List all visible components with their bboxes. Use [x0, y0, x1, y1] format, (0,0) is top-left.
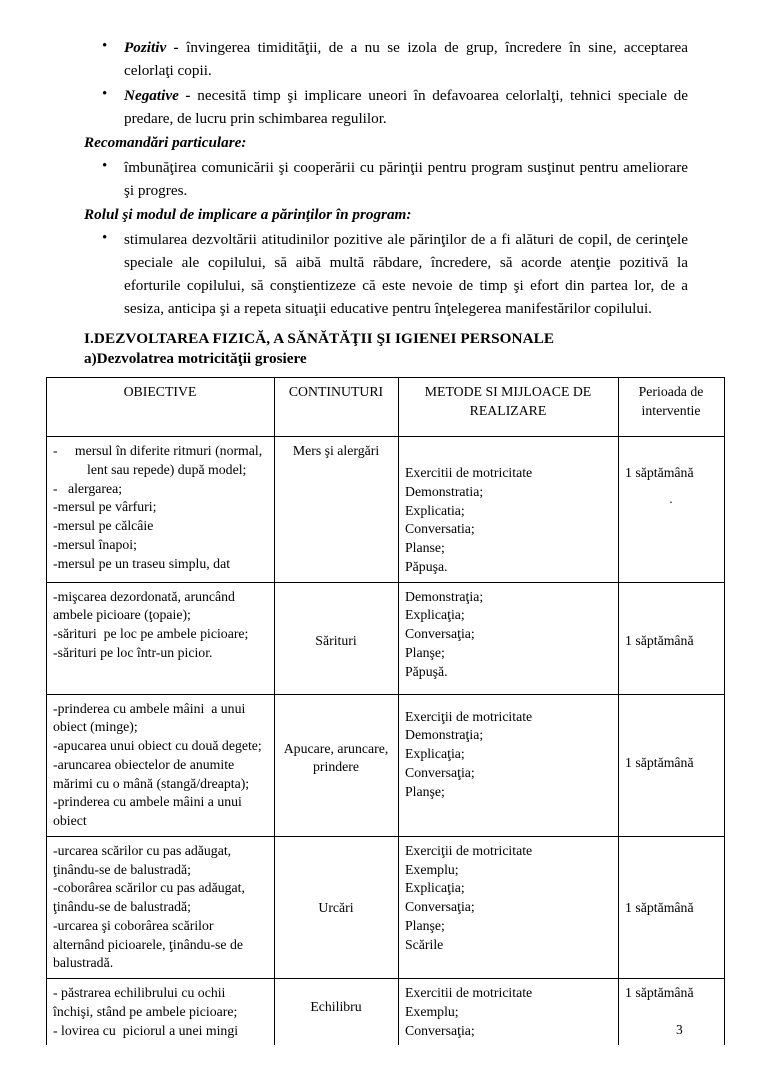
cell-perioada [619, 437, 725, 583]
section-heading [84, 329, 704, 369]
period-value: 1 săptămână [625, 899, 694, 915]
cell-metode [399, 437, 619, 583]
method-line: Planse; [405, 540, 445, 555]
method-line: Planşe; [405, 644, 445, 660]
column-header-continuturi: CONTINUTURI [275, 378, 399, 437]
bullet-lead: Pozitiv - [124, 39, 179, 56]
table-row [47, 582, 725, 694]
cell-perioada [619, 694, 725, 836]
method-line: Demonstratia; [405, 483, 484, 499]
cell-perioada [619, 836, 725, 978]
objective-line: -sărituri pe loc pe ambele picioare; [53, 626, 249, 641]
cell-continuturi: Echilibru [275, 979, 399, 1046]
method-line: Exemplu; [405, 861, 459, 877]
period-value: 1 săptămână [625, 754, 694, 770]
intro-bullet-list [84, 36, 688, 130]
objective-line: -mersul pe călcâie [53, 518, 154, 533]
table-header [47, 378, 725, 437]
bullet-text: învingerea timidităţii, de a nu se izola de grup, încredere în sine, acceptarea celorlaţi copii. [124, 39, 688, 80]
list-item [84, 36, 688, 82]
method-line: Explicaţia; [405, 746, 465, 761]
method-line: Demonstraţia; [405, 588, 484, 604]
bullet-text: îmbunăţirea comunicării şi cooperării cu părinţii pentru program susţinut pentru ameliorare şi progres. [124, 159, 688, 200]
method-line: Conversaţia; [405, 899, 475, 914]
objective-line: - păstrarea echilibrului cu ochii închişi, stând pe ambele picioare; [53, 985, 238, 1019]
cell-continuturi: Apucare, aruncare, prindere [275, 694, 399, 836]
objective-line: -sărituri pe loc într-un picior. [53, 644, 213, 660]
page-number: 3 [676, 1022, 683, 1037]
method-line: Exerciţii de motricitate [405, 708, 533, 724]
objective-line: -aruncarea obiectelor de anumite mărimi cu o mână (stangă/dreapta); [53, 756, 250, 791]
method-line: Scările [405, 936, 444, 952]
method-line: Planşe; [405, 783, 445, 799]
period-value: 1 săptămână [625, 632, 694, 648]
cell-obiective [47, 582, 275, 694]
column-header-perioada: Perioada de interventie [619, 378, 725, 437]
bullet-text: necesită timp şi implicare uneori în defavoarea celorlalţi, tehnici speciale de predare, de lucru prin schimbarea regulilor. [124, 87, 688, 128]
method-line: Planşe; [405, 917, 445, 933]
table-body [47, 437, 725, 1046]
cell-obiective [47, 836, 275, 978]
cell-obiective [47, 979, 275, 1046]
cell-perioada [619, 979, 725, 1046]
objective-line: - alergarea; [53, 480, 123, 496]
list-item [84, 84, 688, 130]
method-line: Exerciţii de motricitate [405, 842, 533, 858]
method-line: Păpuşă. [405, 663, 448, 679]
cell-continuturi: Urcări [275, 836, 399, 978]
cell-obiective [47, 694, 275, 836]
list-item [84, 156, 688, 202]
period-value: 1 săptămână [625, 465, 694, 480]
objective-line: -urcarea scărilor cu pas adăugat, ţinându-se de balustradă; [53, 842, 235, 877]
objective-line: -prinderea cu ambele mâini a unui obiect [53, 794, 246, 828]
objective-line: -mersul pe vârfuri; [53, 499, 157, 515]
method-line: Exercitii de motricitate [405, 985, 533, 1000]
method-line: Explicatia; [405, 502, 465, 518]
cell-obiective [47, 437, 275, 583]
objective-line: -prinderea cu ambele mâini a unui obiect (minge); [53, 700, 249, 735]
cell-metode [399, 582, 619, 694]
table-row [47, 979, 725, 1046]
bullet-lead: Negative - [124, 87, 191, 105]
table-row [47, 694, 725, 836]
subheading-rolul: Rolul şi modul de implicare a părinţilor în program: [84, 206, 412, 224]
table-header-row [47, 378, 725, 437]
bullet-text: stimularea dezvoltării atitudinilor pozitive ale părinţilor de a fi alături de copil, de cerinţele speciale ale copilului, să aibă multă răbdare, încredere, să acorde atenţie pozitivă la eforturile copilului, să conştientizeze că este nevoie de timp şi efort din partea lor, de a sesiza, anticipa şi a repeta situaţii educative pentru înţelegerea manifestărilor copilului. [124, 231, 688, 318]
period-extra-mark: . [669, 490, 673, 506]
method-line: Conversatia; [405, 521, 475, 537]
objective-line: -mersul pe un traseu simplu, dat [53, 555, 231, 571]
objective-line: - lovirea cu piciorul a unei mingi [53, 1022, 239, 1038]
column-header-metode: METODE SI MIJLOACE DE REALIZARE [399, 378, 619, 437]
method-line: Explicaţia; [405, 880, 465, 896]
rolul-bullet-list [84, 228, 688, 320]
objective-line: -mersul înapoi; [53, 536, 137, 552]
method-line: Explicaţia; [405, 607, 465, 623]
plan-table [46, 377, 725, 1045]
page-title: I.DEZVOLTAREA FIZICĂ, A SĂNĂTĂŢII ŞI IGIENEI PERSONALE [84, 330, 555, 347]
objective-line: -apucarea unui obiect cu două degete; [53, 738, 262, 753]
objective-line: -urcarea şi coborârea scărilor alternând picioarele, ţinându-se de balustradă. [53, 917, 247, 971]
objective-line: -mişcarea dezordonată, aruncând ambele picioare (ţopaie); [53, 588, 239, 623]
method-line: Conversaţia; [405, 764, 475, 780]
column-header-obiective: OBIECTIVE [47, 378, 275, 437]
cell-metode [399, 979, 619, 1046]
plan-table-container [46, 377, 726, 1038]
method-line: Demonstraţia; [405, 727, 484, 743]
objective-line: -coborârea scărilor cu pas adăugat, ţinându-se de balustradă; [53, 880, 249, 914]
cell-continuturi: Mers şi alergări [275, 437, 399, 583]
intro-prose [84, 36, 688, 323]
table-row [47, 836, 725, 978]
method-line: Conversaţia; [405, 1022, 475, 1038]
recomandari-bullet-list [84, 156, 688, 202]
cell-metode [399, 694, 619, 836]
period-value: 1 săptămână [625, 985, 694, 1000]
subheading-recomandari: Recomandări particulare: [84, 134, 247, 152]
method-line: Exemplu; [405, 1003, 459, 1019]
cell-continuturi: Sărituri [275, 582, 399, 694]
page-subtitle: a)Dezvolatrea motricităţii grosiere [84, 350, 307, 368]
method-line: Exercitii de motricitate [405, 465, 533, 480]
cell-perioada [619, 582, 725, 694]
cell-metode [399, 836, 619, 978]
method-line: Conversaţia; [405, 626, 475, 641]
list-item [84, 228, 688, 320]
method-line: Păpuşa. [405, 558, 448, 574]
table-row [47, 437, 725, 583]
objective-line: - mersul în diferite ritmuri (normal, lent sau repede) după model; [53, 443, 266, 477]
